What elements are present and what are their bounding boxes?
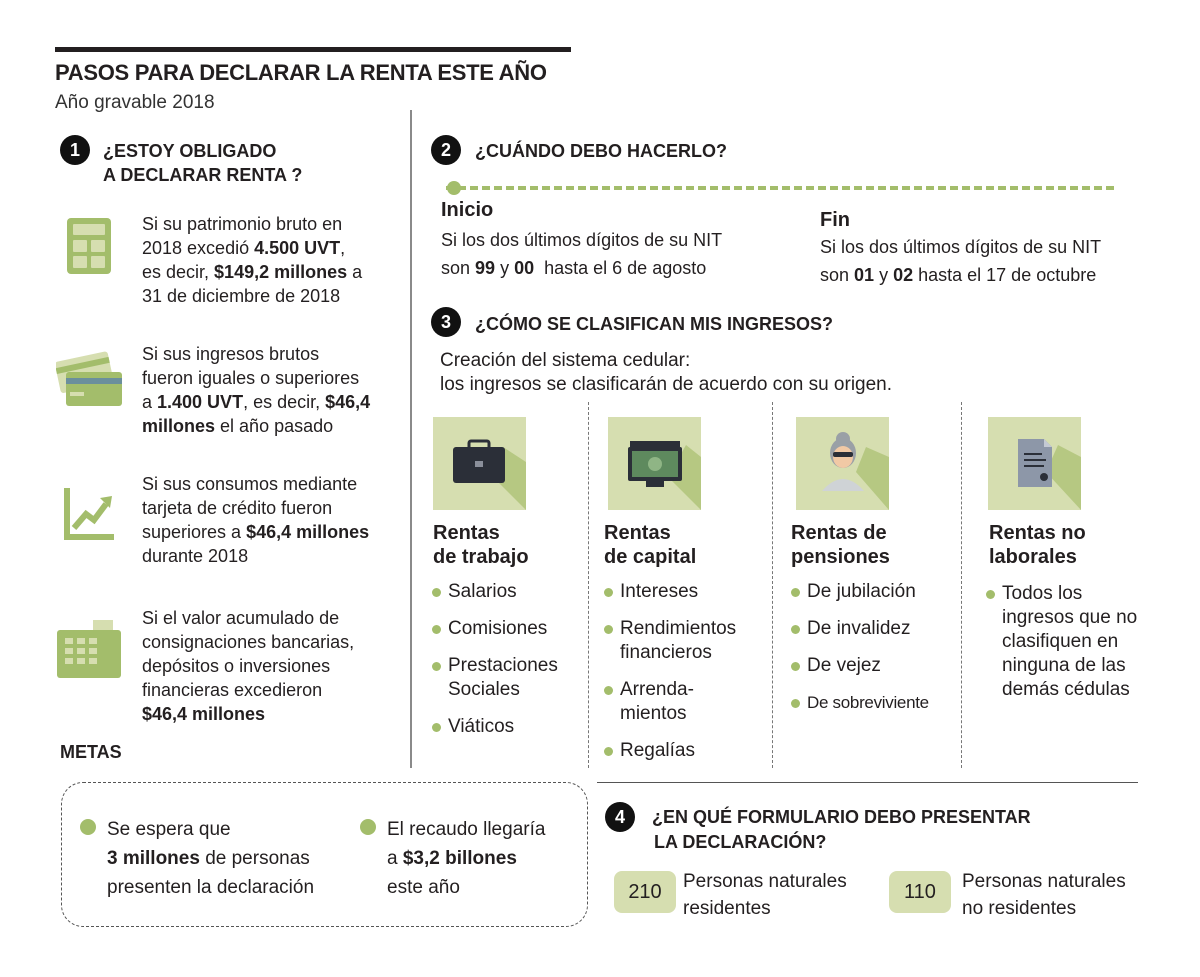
category-title-capital: Rentas de capital bbox=[604, 522, 697, 568]
section-3-intro: Creación del sistema cedular: los ingresos se clasificarán de acuerdo con su origen. bbox=[440, 350, 893, 395]
page-subtitle: Año gravable 2018 bbox=[55, 92, 215, 113]
timeline-end-text: Si los dos últimos dígitos de su NIT son 01 y 02 hasta el 17 de octubre bbox=[820, 237, 1102, 285]
list-item: Todos los ingresos que no clasifiquen en ninguna de las demás cédulas bbox=[986, 582, 1144, 702]
list-item: Viáticos bbox=[432, 715, 582, 739]
section-4-rule bbox=[597, 782, 1138, 783]
category-list-capital bbox=[604, 580, 764, 776]
category-title-no-laborales: Rentas no laborales bbox=[989, 522, 1086, 568]
cash-register-icon bbox=[57, 620, 121, 683]
briefcase-icon bbox=[433, 417, 526, 510]
category-title-pensiones: Rentas de pensiones bbox=[791, 522, 890, 568]
goal-declarantes: Se espera que 3 millones de personas presenten la declaración bbox=[107, 819, 315, 898]
section-3-title: ¿CÓMO SE CLASIFICAN MIS INGRESOS? bbox=[475, 314, 834, 334]
category-divider bbox=[588, 402, 589, 768]
column-divider bbox=[410, 110, 412, 768]
page-title: PASOS PARA DECLARAR LA RENTA ESTE AÑO bbox=[55, 60, 547, 85]
list-item: De jubilación bbox=[791, 580, 959, 604]
goal-bullet bbox=[360, 819, 376, 835]
category-divider bbox=[772, 402, 773, 768]
document-icon bbox=[988, 417, 1081, 510]
elderly-person-icon bbox=[796, 417, 889, 510]
criterion-ingresos: Si sus ingresos brutos fueron iguales o superiores a 1.400 UVT, es decir, $46,4 millones el año pasado bbox=[142, 344, 371, 436]
metas-label: METAS bbox=[60, 742, 122, 762]
step-3-badge: 3 bbox=[431, 307, 461, 337]
growth-chart-icon bbox=[64, 488, 114, 545]
list-item: Prestaciones Sociales bbox=[432, 654, 572, 702]
calculator-icon bbox=[67, 218, 111, 279]
criterion-consumos: Si sus consumos mediante tarjeta de crédito fueron superiores a $46,4 millones durante 2018 bbox=[142, 474, 370, 566]
step-2-badge: 2 bbox=[431, 135, 461, 165]
category-title-trabajo: Rentas de trabajo bbox=[433, 522, 529, 568]
timeline-track bbox=[446, 186, 1114, 190]
list-item: Comisiones bbox=[432, 617, 582, 641]
timeline-start-dot bbox=[447, 181, 461, 195]
timeline-start-label: Inicio bbox=[441, 199, 494, 221]
list-item: Rendimientos financieros bbox=[604, 617, 754, 665]
list-item: Intereses bbox=[604, 580, 764, 604]
money-bill-icon bbox=[608, 417, 701, 510]
timeline-start-text: Si los dos últimos dígitos de su NIT son 99 y 00 hasta el 6 de agosto bbox=[441, 230, 723, 278]
category-list-pensiones bbox=[791, 580, 959, 728]
criterion-consignaciones: Si el valor acumulado de consignaciones bancarias, depósitos o inversiones financieras excedieron $46,4 millones bbox=[142, 608, 355, 724]
goal-recaudo: El recaudo llegaría a $3,2 billones este año bbox=[387, 819, 546, 898]
credit-card-icon bbox=[56, 348, 124, 413]
category-divider bbox=[961, 402, 962, 768]
list-item: De vejez bbox=[791, 654, 959, 678]
form-110-label: Personas naturales no residentes bbox=[962, 871, 1126, 919]
list-item: Arrenda-mientos bbox=[604, 678, 704, 726]
form-210-label: Personas naturales residentes bbox=[683, 871, 847, 919]
criterion-patrimonio: Si su patrimonio bruto en 2018 excedió 4.500 UVT, es decir, $149,2 millones a 31 de diciembre de 2018 bbox=[142, 214, 363, 306]
list-item: De invalidez bbox=[791, 617, 959, 641]
section-1-title: ¿ESTOY OBLIGADO A DECLARAR RENTA ? bbox=[103, 141, 303, 185]
goal-bullet bbox=[80, 819, 96, 835]
list-item: Regalías bbox=[604, 739, 764, 763]
category-list-trabajo bbox=[432, 580, 582, 752]
form-210-badge: 210 bbox=[614, 871, 676, 913]
category-list-no-laborales bbox=[986, 582, 1146, 715]
form-110-badge: 110 bbox=[889, 871, 951, 913]
timeline-end-label: Fin bbox=[820, 209, 850, 231]
step-1-badge: 1 bbox=[60, 135, 90, 165]
step-4-badge: 4 bbox=[605, 802, 635, 832]
section-2-title: ¿CUÁNDO DEBO HACERLO? bbox=[475, 141, 727, 161]
section-4-title: ¿EN QUÉ FORMULARIO DEBO PRESENTAR LA DECLARACIÓN? bbox=[652, 807, 1031, 852]
title-rule bbox=[55, 47, 571, 52]
list-item: De sobreviviente bbox=[791, 691, 959, 715]
list-item: Salarios bbox=[432, 580, 582, 604]
